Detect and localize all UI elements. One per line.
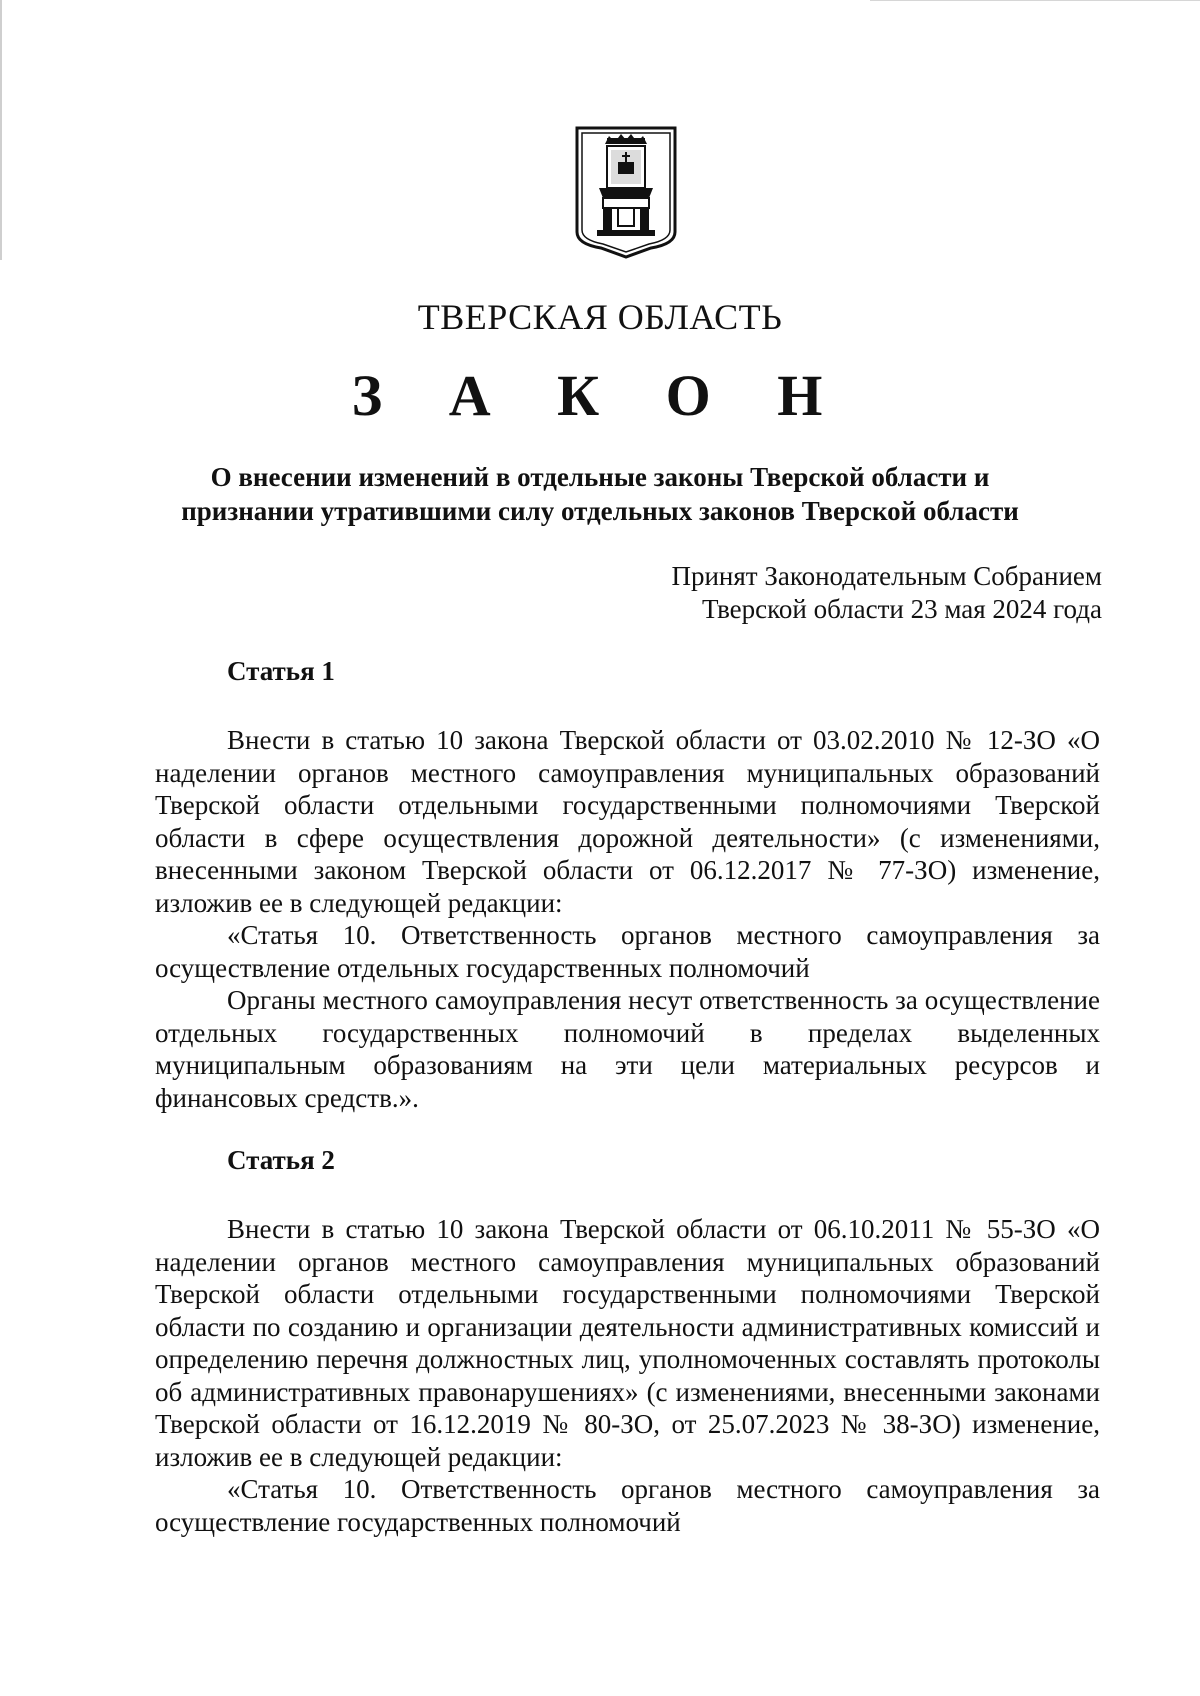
scan-edge-mark <box>0 0 2 260</box>
article-1-body <box>155 724 1100 1114</box>
adoption-note <box>542 560 1102 626</box>
tver-coat-of-arms-icon <box>571 124 681 259</box>
law-subject-line: О внесении изменений в отдельные законы Тверской области и <box>210 462 990 492</box>
article-2-body <box>155 1213 1100 1538</box>
law-subject-line: признании утратившими силу отдельных законов Тверской области <box>181 496 1019 526</box>
article-paragraph: Внести в статью 10 закона Тверской области от 03.02.2010 № 12-ЗО «О наделении органов местного самоуправления муниципальных образований Тверской области отдельными государственными полномочиями Тверской области в сфере осуществления дорожной деятельности» (с изменениями, внесенными законом Тверской области от 06.12.2017 № 77-ЗО) изменение, изложив ее в следующей редакции: <box>155 725 1100 918</box>
article-1-heading: Статья 1 <box>227 656 335 686</box>
article-paragraph: Органы местного самоуправления несут ответственность за осуществление отдельных государственных полномочий в пределах выделенных муниципальным образованиям на эти цели материальных ресурсов и финансовых средств.». <box>155 985 1100 1113</box>
law-title: З А К О Н <box>351 363 849 428</box>
law-subject <box>0 460 1200 528</box>
region-title: ТВЕРСКАЯ ОБЛАСТЬ <box>417 297 783 337</box>
article-2-heading: Статья 2 <box>227 1145 335 1175</box>
article-paragraph: Внести в статью 10 закона Тверской области от 06.10.2011 № 55-ЗО «О наделении органов местного самоуправления муниципальных образований Тверской области отдельными государственными полномочиями Тверской области по созданию и организации деятельности административных комиссий и определению перечня должностных лиц, уполномоченных составлять протоколы об административных правонарушениях» (с изменениями, внесенными законами Тверской области от 16.12.2019 № 80-ЗО, от 25.07.2023 № 38-ЗО) изменение, изложив ее в следующей редакции: <box>155 1214 1100 1472</box>
article-paragraph: «Статья 10. Ответственность органов местного самоуправления за осуществление государственных полномочий <box>155 1474 1100 1537</box>
adoption-line: Тверской области 23 мая 2024 года <box>701 594 1102 624</box>
scan-top-mark <box>870 0 1200 1</box>
adoption-line: Принят Законодательным Собранием <box>671 561 1102 591</box>
article-paragraph: «Статья 10. Ответственность органов местного самоуправления за осуществление отдельных государственных полномочий <box>155 920 1100 983</box>
